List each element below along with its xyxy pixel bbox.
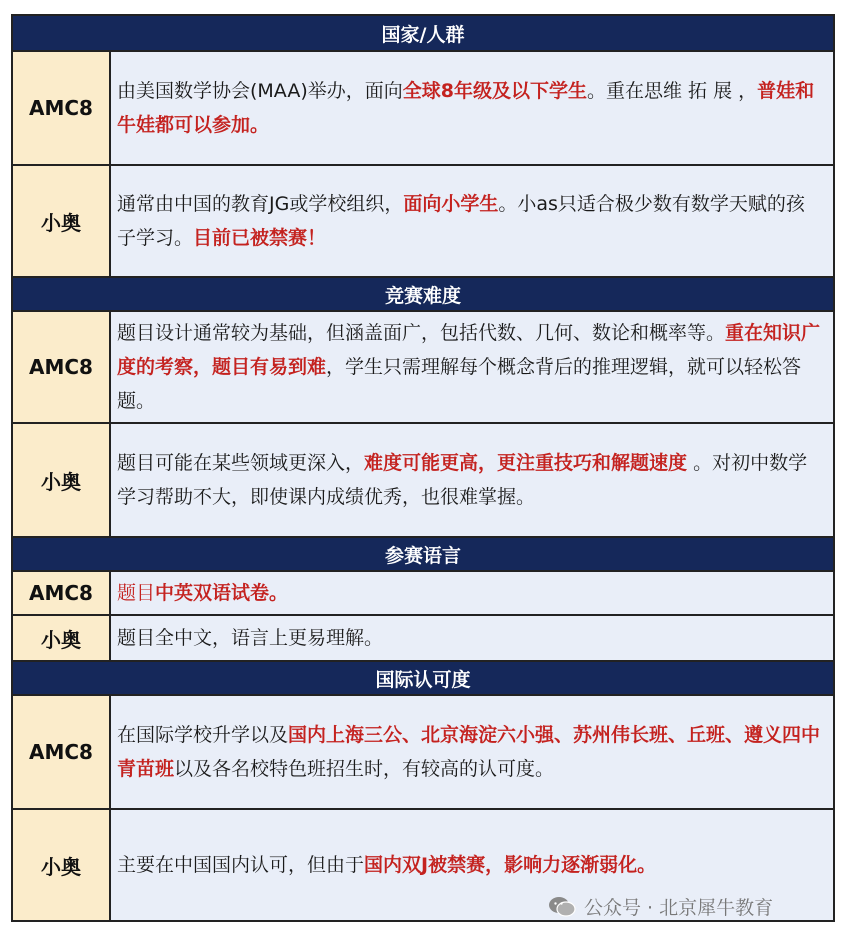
table-row	[13, 52, 833, 166]
text-segment: 主要在中国国内认可，但由于	[117, 854, 365, 876]
table-row	[13, 616, 833, 662]
table-row	[13, 696, 833, 810]
highlight-text: 国内上海三公、北京海淀六小强、苏州伟长班、丘班、遵义四中青苗班	[117, 724, 821, 780]
text-segment: 题目设计通常较为基础，但涵盖面广，包括代数、几何、数论和概率等。	[117, 322, 726, 344]
comparison-table	[11, 14, 835, 922]
text-segment: 以及各名校特色班招生时，有较高的认可度。	[174, 758, 555, 780]
watermark-text: 公众号 · 北京犀牛教育	[584, 897, 774, 919]
row-label: AMC8	[13, 52, 111, 164]
row-label: 小奥	[13, 616, 111, 660]
highlight-text: 面向小学生	[403, 193, 499, 215]
text-segment: 。小as只适合极少数有数学天赋的孩子学习。	[117, 193, 805, 249]
text-segment: 由美国数学协会(MAA)举办，面向	[117, 80, 403, 102]
row-label: 小奥	[13, 424, 111, 536]
text-segment: 题目	[117, 582, 156, 604]
row-content	[111, 312, 833, 422]
section-header-language: 参赛语言	[13, 538, 833, 572]
highlight-text: 重在知识广度的考察，题目有易到难	[117, 322, 821, 378]
row-label: AMC8	[13, 572, 111, 614]
row-label: AMC8	[13, 696, 111, 808]
highlight-text: 全球8年级及以下学生	[402, 80, 587, 102]
text-segment: 。重在思维 拓 展 ，	[586, 80, 758, 102]
watermark	[548, 893, 773, 920]
row-label: 小奥	[13, 810, 111, 920]
section-header-recognition: 国际认可度	[13, 662, 833, 696]
wechat-icon	[548, 896, 576, 918]
row-content	[111, 424, 833, 536]
highlight-text: 难度可能更高，更注重技巧和解题速度	[364, 452, 688, 474]
row-content	[111, 166, 833, 276]
highlight-text: 普娃和牛娃都可以参加。	[117, 80, 815, 136]
highlight-text: 国内双J被禁赛，影响力逐渐弱化。	[364, 854, 657, 876]
text-segment: 通常由中国的教育JG或学校组织，	[117, 193, 404, 215]
row-content	[111, 52, 833, 164]
row-label: 小奥	[13, 166, 111, 276]
text-segment: 在国际学校升学以及	[117, 724, 289, 746]
section-header-difficulty: 竞赛难度	[13, 278, 833, 312]
table-row	[13, 424, 833, 538]
row-content	[111, 616, 833, 660]
text-segment: 题目可能在某些领域更深入，	[117, 452, 365, 474]
table-row	[13, 572, 833, 616]
text-segment: 。对初中数学学习帮助不大，即使课内成绩优秀，也很难掌握。	[117, 452, 808, 508]
table-row	[13, 166, 833, 278]
table-row	[13, 312, 833, 424]
text-segment: ，学生只需理解每个概念背后的推理逻辑，就可以轻松答题。	[117, 356, 802, 412]
highlight-text: 目前已被禁赛！	[193, 227, 327, 249]
text-segment: 题目全中文，语言上更易理解。	[117, 627, 384, 649]
highlight-text: 中英双语试卷。	[155, 582, 289, 604]
row-label: AMC8	[13, 312, 111, 422]
row-content	[111, 572, 833, 614]
section-header-country: 国家/人群	[13, 16, 833, 52]
row-content	[111, 696, 833, 808]
